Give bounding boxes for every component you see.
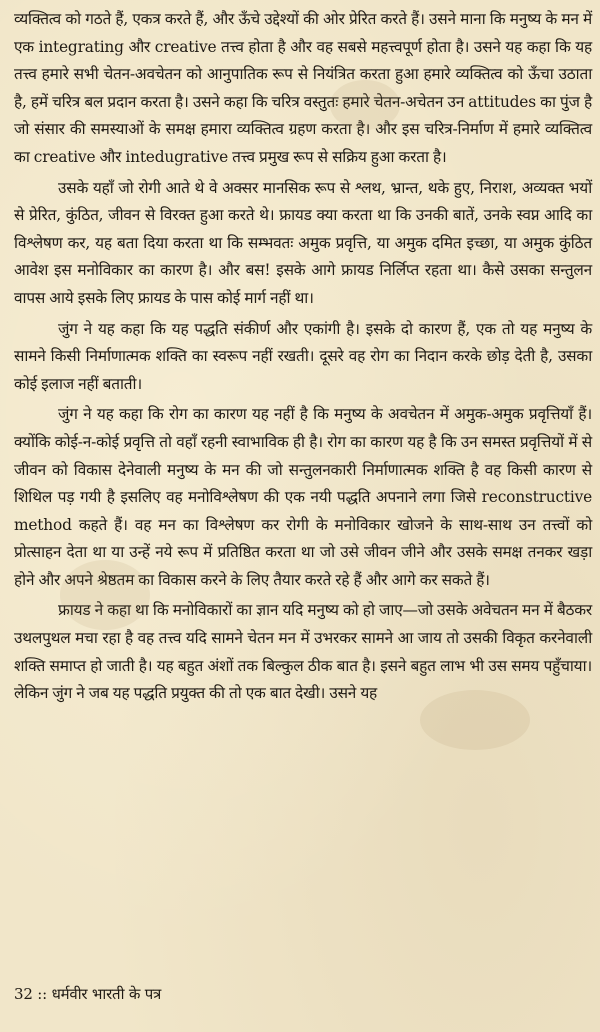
paragraph: उसके यहाँ जो रोगी आते थे वे अक्सर मानसिक रूप से श्लथ, भ्रान्त, थके हुए, निराश, अव्यक्त भयों से प्रेरित, कुंठित, जीवन से विरक्त हुआ करते थे। फ्रायड क्या करता था कि उनकी बातें, उनके स्वप्न आदि का विश्लेषण कर, यह बता दिया करता था कि सम्भवतः अमुक प्रवृत्ति, या अमुक दमित इच्छा, या अमुक कुंठित आवेश इस मनोविकार का कारण है। और बस! इसके आगे फ्रायड निर्लिप्त रहता था। कैसे उसका सन्तुलन वापस आये इसके लिए फ्रायड के पास कोई मार्ग नहीं था। (14, 178, 592, 307)
paragraph: व्यक्तित्व को गठते हैं, एकत्र करते हैं, और ऊँचे उद्देश्यों की ओर प्रेरित करते हैं। उसने माना कि मनुष्य के मन में एक integrating और creative तत्त्व होता है और वह सबसे महत्त्वपूर्ण होता है। उसने यह कहा कि यह तत्त्व हमारे सभी चेतन-अवचेतन को आनुपातिक रूप से नियंत्रित करता हुआ हमारे व्यक्तित्व को ऊँचा उठाता है, हमें चरित्र बल प्रदान करता है। उसने कहा कि चरित्र वस्तुतः हमारे चेतन-अचेतन उन attitudes का पुंज है जो संसार की समस्याओं के समक्ष हमारा व्यक्तित्व ग्रहण करता है। और इस चरित्र-निर्माण में हमारे व्यक्तित्व का creative और intedugrative तत्त्व प्रमुख रूप से सक्रिय हुआ करता है। (14, 10, 592, 166)
footer-separator: :: (37, 985, 47, 1003)
paragraph: जुंग ने यह कहा कि रोग का कारण यह नहीं है कि मनुष्य के अवचेतन में अमुक-अमुक प्रवृत्तियाँ हैं। क्योंकि कोई-न-कोई प्रवृत्ति तो वहाँ रहनी स्वाभाविक ही है। रोग का कारण यह है कि उन समस्त प्रवृत्तियों में से जीवन को विकास देनेवाली मनुष्य के मन की जो सन्तुलनकारी निर्माणात्मक शक्ति है वह किसी कारण से शिथिल पड़ गयी है इसलिए वह मनोविश्लेषण की एक नयी पद्धति अपनाने लगा जिसे reconstructive method कहते हैं। वह मन का विश्लेषण कर रोगी के मनोविकार खोजने के साथ-साथ उन तत्त्वों को प्रोत्साहन देता था या उन्हें नये रूप में प्रतिष्ठित करता था जो उसे जीवन जीने और उसके समक्ष तनकर खड़ा होने और अपने श्रेष्ठतम का विकास करने के लिए तैयार करते रहे हैं और आगे कर सकते हैं। (14, 405, 592, 589)
body-text (14, 6, 592, 708)
page-number: 32 (14, 985, 33, 1003)
paragraph: फ्रायड ने कहा था कि मनोविकारों का ज्ञान यदि मनुष्य को हो जाए—जो उसके अवेचतन मन में बैठकर उथलपुथल मचा रहा है वह तत्त्व यदि सामने चेतन मन में उभरकर सामने आ जाय तो उसकी विकृत करनेवाली शक्ति समाप्त हो जाती है। यह बहुत अंशों तक बिल्कुल ठीक बात है। इसने बहुत लाभ भी उस समय पहुँचाया। लेकिन जुंग ने जब यह पद्धति प्रयुक्त की तो एक बात देखी। उसने यह (14, 601, 592, 703)
book-title: धर्मवीर भारती के पत्र (51, 985, 162, 1003)
page-footer (14, 984, 161, 1004)
paragraph: जुंग ने यह कहा कि यह पद्धति संकीर्ण और एकांगी है। इसके दो कारण हैं, एक तो यह मनुष्य के सामने किसी निर्माणात्मक शक्ति का स्वरूप नहीं रखती। दूसरे वह रोग का निदान करके छोड़ देती है, उसका कोई इलाज नहीं बताती। (14, 319, 592, 393)
